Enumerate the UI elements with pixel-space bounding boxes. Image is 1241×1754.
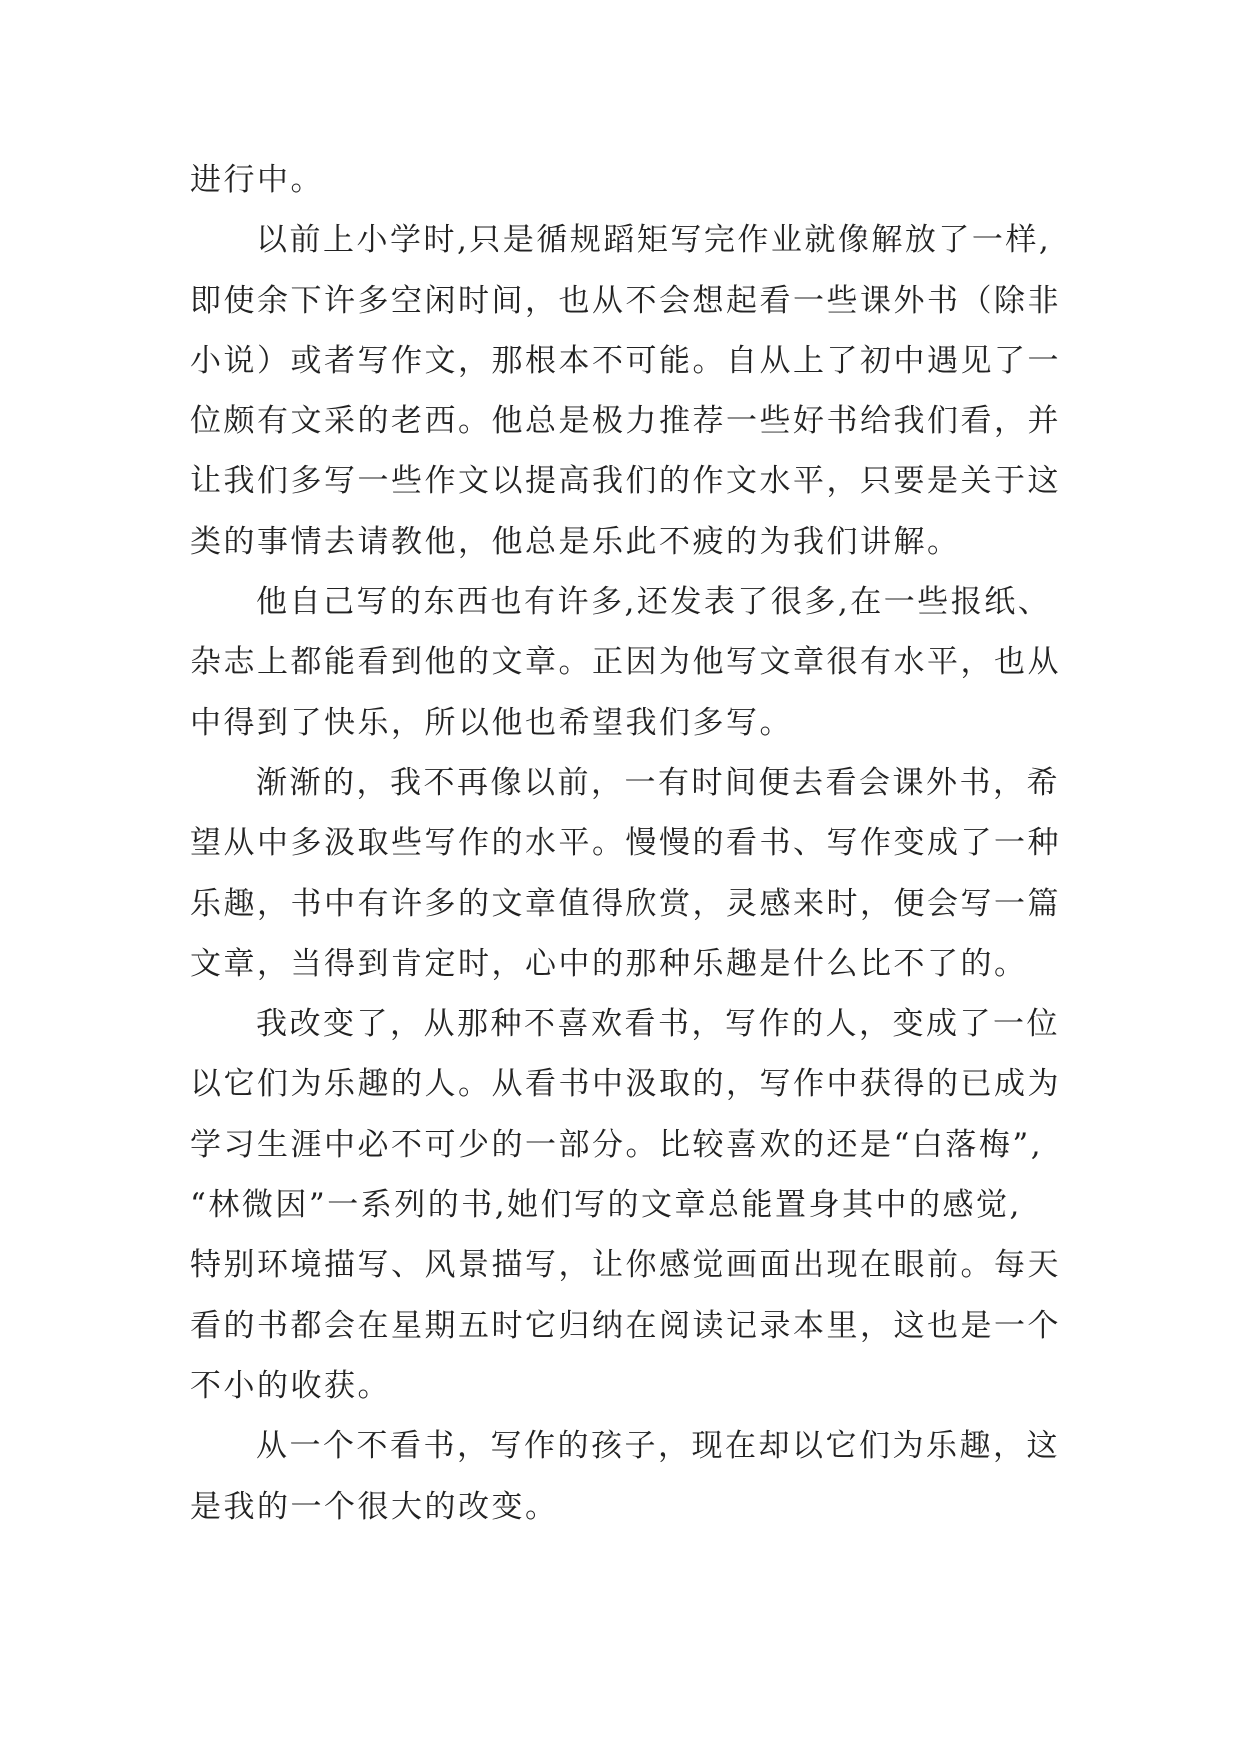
text-line: 他自己写的东西也有许多,还发表了很多,在一些报纸、 (256, 584, 1052, 621)
text-line: 学习生涯中必不可少的一部分。比较喜欢的还是“白落梅”, (190, 1126, 1044, 1163)
text-line: 以前上小学时,只是循规蹈矩写完作业就像解放了一样, (256, 222, 1052, 259)
text-line: “林微因”一系列的书,她们写的文章总能置身其中的感觉, (190, 1187, 1022, 1224)
text-line: 杂志上都能看到他的文章。正因为他写文章很有水平，也从 (190, 644, 1061, 681)
text-line: 不小的收获。 (190, 1367, 391, 1404)
text-line: 文章，当得到肯定时，心中的那种乐趣是什么比不了的。 (190, 945, 1028, 982)
text-line: 是我的一个很大的改变。 (190, 1488, 559, 1525)
text-line: 位颇有文采的老西。他总是极力推荐一些好书给我们看，并 (190, 403, 1061, 440)
text-line: 渐渐的，我不再像以前，一有时间便去看会课外书，希 (256, 764, 1060, 801)
text-line: 乐趣，书中有许多的文章值得欣赏，灵感来时，便会写一篇 (190, 885, 1061, 922)
essay-body (190, 150, 1090, 1537)
text-line: 类的事情去请教他，他总是乐此不疲的为我们讲解。 (190, 523, 961, 560)
text-line: 望从中多汲取些写作的水平。慢慢的看书、写作变成了一种 (190, 825, 1061, 862)
text-line: 特别环境描写、风景描写，让你感觉画面出现在眼前。每天 (190, 1247, 1061, 1284)
text-line: 以它们为乐趣的人。从看书中汲取的，写作中获得的已成为 (190, 1066, 1061, 1103)
text-line: 看的书都会在星期五时它归纳在阅读记录本里，这也是一个 (190, 1307, 1061, 1344)
text-line: 我改变了，从那种不喜欢看书，写作的人，变成了一位 (256, 1006, 1060, 1043)
text-line: 进行中。 (190, 162, 324, 198)
text-line: 小说）或者写作文，那根本不可能。自从上了初中遇见了一 (190, 342, 1061, 379)
text-line: 即使余下许多空闲时间，也从不会想起看一些课外书（除非 (190, 282, 1061, 319)
text-line: 让我们多写一些作文以提高我们的作文水平，只要是关于这 (190, 463, 1061, 500)
text-line: 从一个不看书，写作的孩子，现在却以它们为乐趣，这 (256, 1428, 1060, 1465)
text-line: 中得到了快乐，所以他也希望我们多写。 (190, 704, 793, 741)
